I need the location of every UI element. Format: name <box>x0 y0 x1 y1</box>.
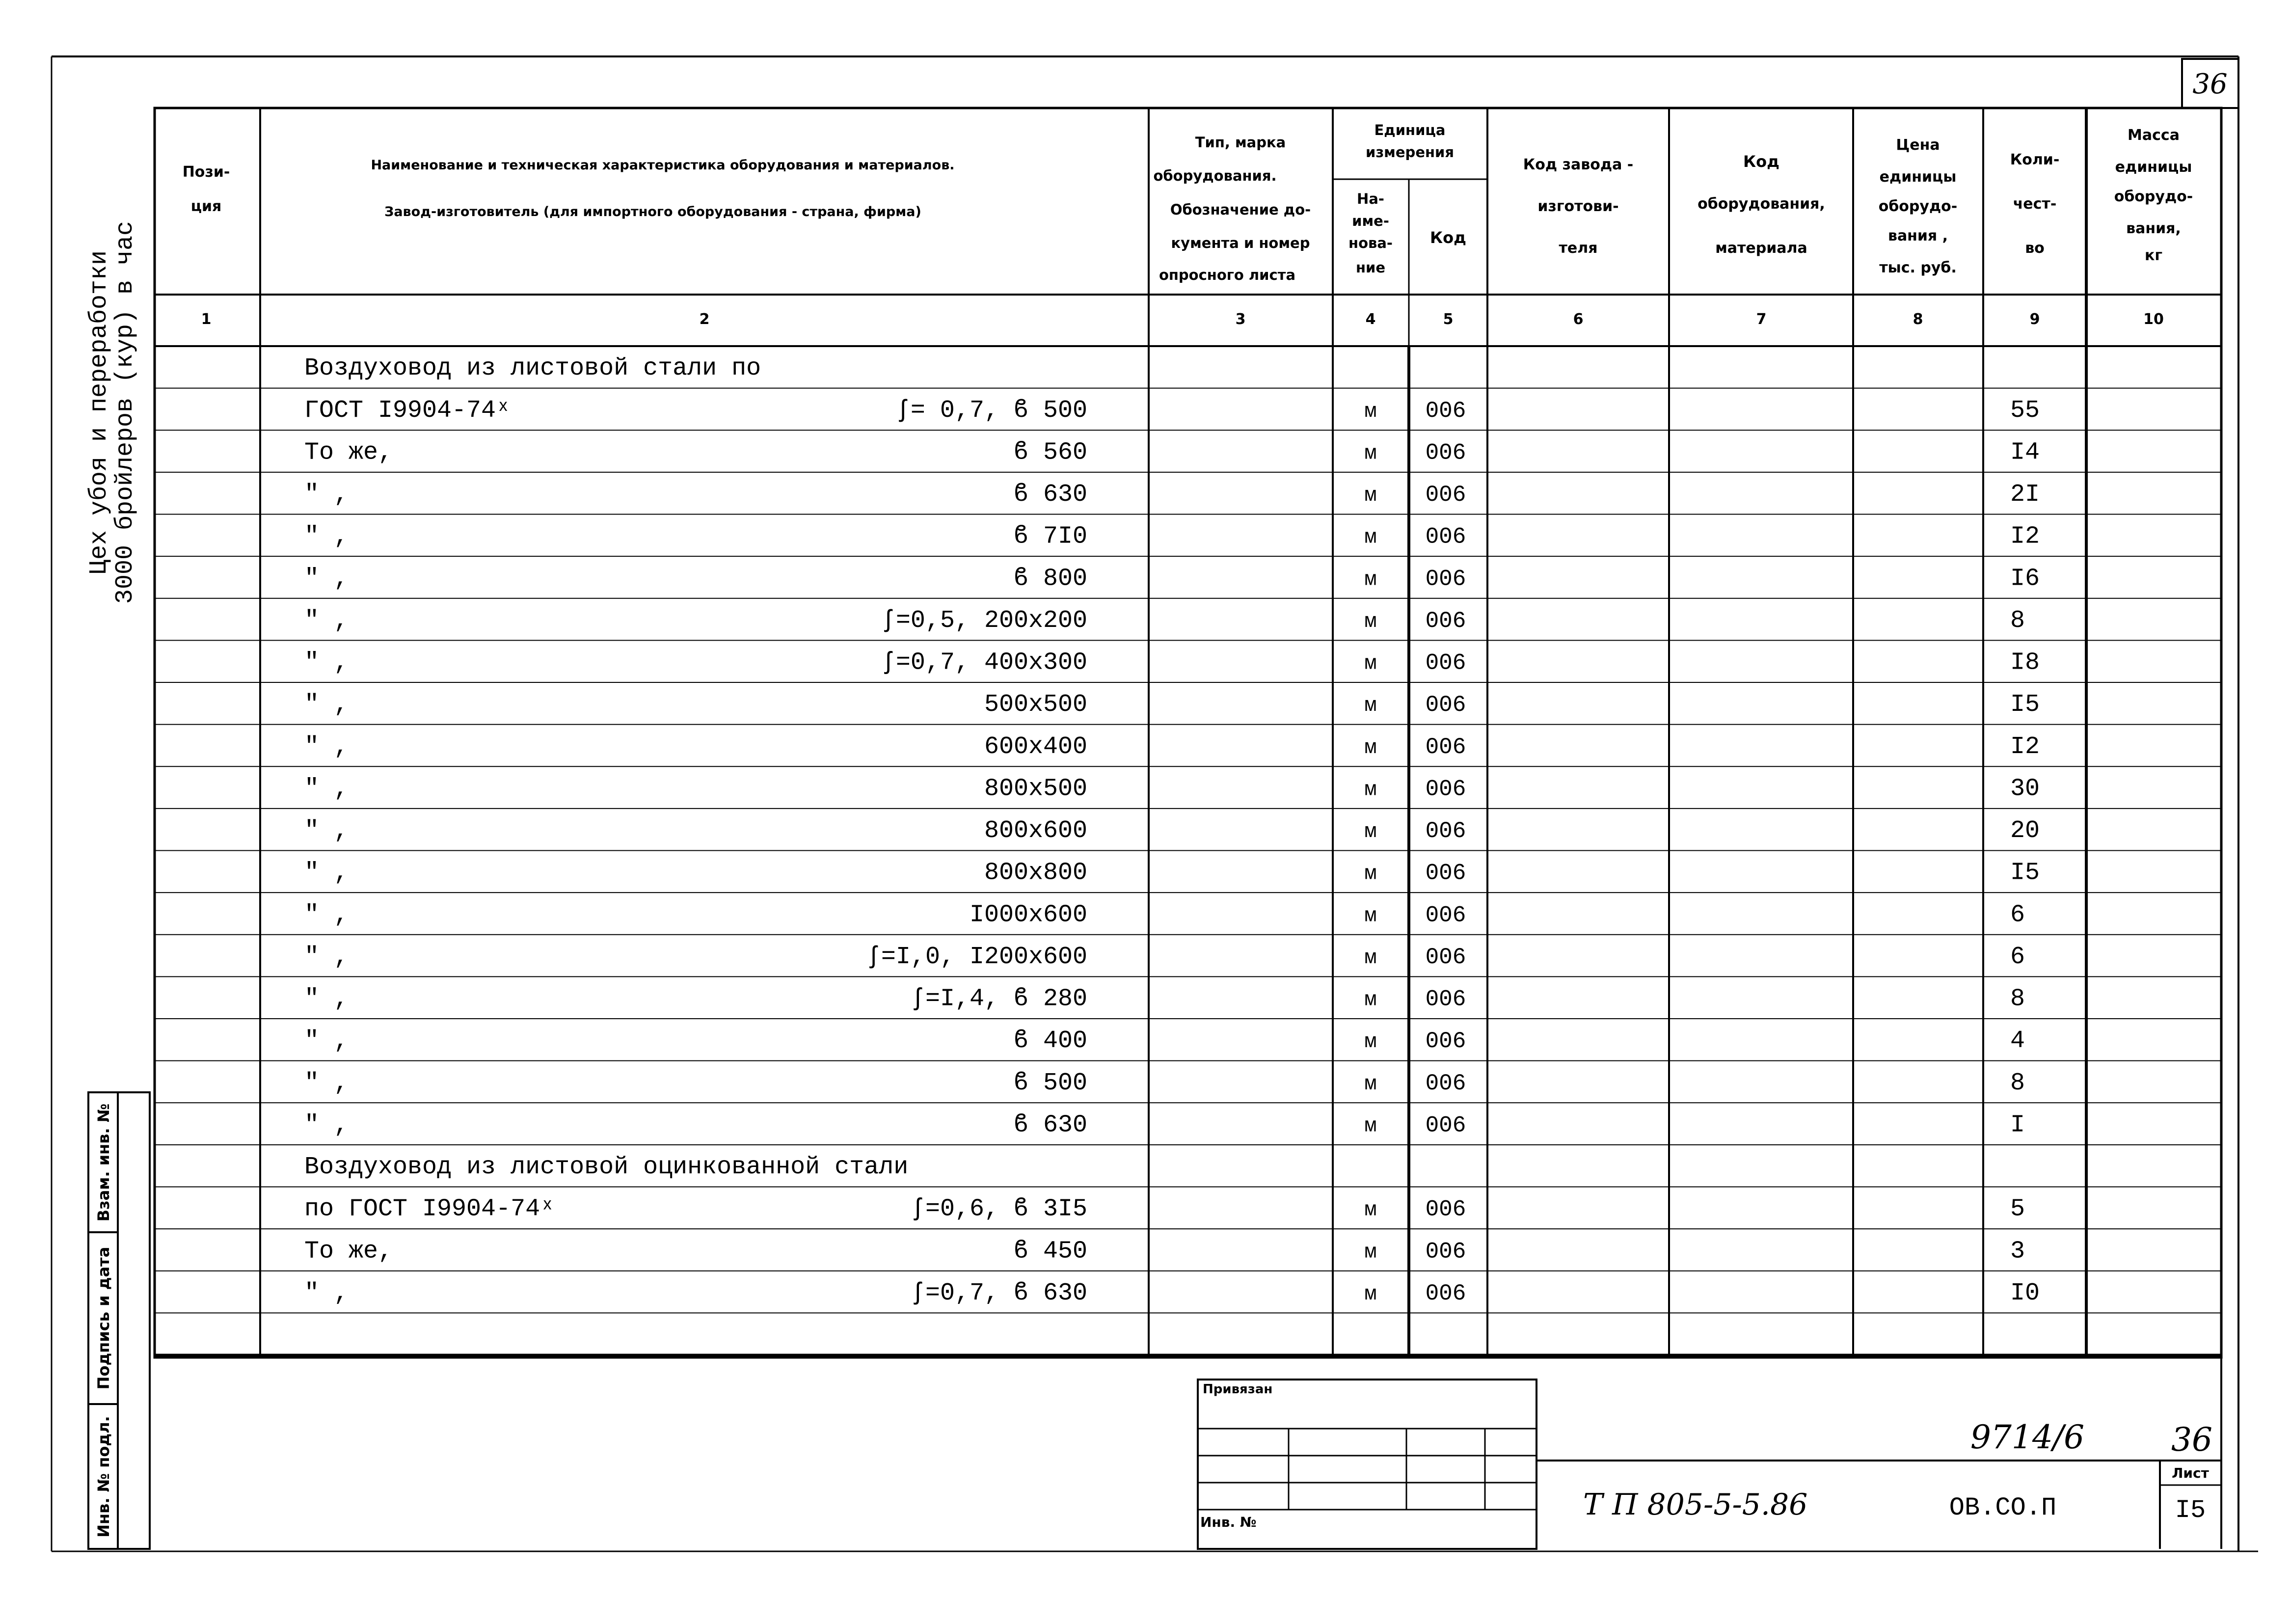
privyazan-label: Привязан <box>1203 1382 1273 1397</box>
row-unit-code: 006 <box>1425 692 1466 718</box>
row-unit-code: 006 <box>1425 1239 1466 1265</box>
row-unit-code: 006 <box>1425 566 1466 592</box>
row-quantity: I0 <box>2010 1279 2040 1307</box>
row-name: " , <box>304 1027 349 1056</box>
row-unit-code: 006 <box>1425 944 1466 970</box>
row-quantity: 55 <box>2010 396 2040 425</box>
unit-group-header-b: измерения <box>1366 144 1454 161</box>
col-num-7: 7 <box>1756 311 1767 328</box>
sheet-number-top: 36 <box>2192 68 2228 100</box>
row-spec: ʃ=0,5, 200x200 <box>881 606 1087 635</box>
row-spec: ʃ=0,6, ϐ 3I5 <box>910 1195 1087 1223</box>
row-unit-code: 006 <box>1425 1070 1466 1096</box>
side-title-line2: 3000 бройлеров (кур) в час <box>111 220 139 604</box>
col9-header-a: Коли- <box>2010 151 2060 168</box>
row-unit-code: 006 <box>1425 1029 1466 1055</box>
col5-header: Код <box>1430 228 1466 247</box>
row-unit: м <box>1364 651 1377 676</box>
row-name: " , <box>304 522 349 551</box>
row-unit: м <box>1364 609 1377 633</box>
unit-group-header-a: Единица <box>1374 122 1446 138</box>
row-unit: м <box>1364 735 1377 759</box>
col10-header-e: кг <box>2144 247 2163 264</box>
row-quantity: I6 <box>2010 565 2040 593</box>
col4-header-d: ние <box>1355 259 1386 276</box>
document-section: ОВ.СО.П <box>1949 1493 2057 1522</box>
row-name: " , <box>304 606 349 635</box>
col8-header-c: оборудо- <box>1878 198 1958 215</box>
row-spec: ϐ 630 <box>1013 481 1087 509</box>
row-unit-code: 006 <box>1425 1280 1466 1306</box>
row-name: " , <box>304 817 349 845</box>
col10-header-d: вания, <box>2126 220 2181 237</box>
row-unit: м <box>1364 568 1377 592</box>
row-name: " , <box>304 1279 349 1307</box>
row-quantity: 3 <box>2010 1237 2025 1266</box>
col9-header-b: чест- <box>2013 195 2057 213</box>
sheet-frame <box>52 56 2258 1551</box>
col9-header-c: во <box>2025 240 2045 257</box>
sheet-number-handwritten: 36 <box>2171 1421 2212 1459</box>
row-unit: м <box>1364 484 1377 508</box>
row-unit-code: 006 <box>1425 986 1466 1012</box>
row-unit: м <box>1364 441 1377 465</box>
row-unit-code: 006 <box>1425 650 1466 676</box>
row-unit-code: 006 <box>1425 734 1466 760</box>
row-unit-code: 006 <box>1425 524 1466 550</box>
col-num-5: 5 <box>1443 311 1454 328</box>
col10-header-a: Масса <box>2128 127 2180 144</box>
col6-header-b: изготови- <box>1537 198 1619 215</box>
row-name: ГОСТ I9904-74ˣ <box>304 396 511 425</box>
row-name: " , <box>304 775 349 803</box>
col-num-1: 1 <box>201 311 212 328</box>
row-unit: м <box>1364 1240 1377 1264</box>
row-unit: м <box>1364 904 1377 928</box>
list-label: Лист <box>2172 1465 2209 1481</box>
row-name: Воздуховод из листовой оцинкованной стали <box>304 1153 909 1182</box>
row-unit: м <box>1364 1030 1377 1054</box>
col2-header-b: Завод-изготовитель (для импортного оборудования - страна, фирма) <box>384 204 921 219</box>
col10-header-c: оборудо- <box>2114 188 2193 205</box>
row-spec: 800x800 <box>984 859 1087 887</box>
table-body <box>155 354 2221 1313</box>
row-quantity: 2I <box>2010 481 2040 509</box>
document-code: Т П 805-5-5.86 <box>1583 1488 1808 1522</box>
row-name: То же, <box>304 1237 393 1266</box>
row-spec: ϐ 400 <box>1013 1027 1087 1056</box>
row-spec: ϐ 630 <box>1013 1111 1087 1139</box>
col10-header-b: единицы <box>2115 159 2192 176</box>
row-quantity: I8 <box>2010 649 2040 677</box>
row-quantity: 5 <box>2010 1195 2025 1223</box>
col4-header-a: На- <box>1357 190 1384 207</box>
row-quantity: 6 <box>2010 901 2025 929</box>
row-spec: I000x600 <box>969 901 1087 929</box>
row-name: по ГОСТ I9904-74ˣ <box>304 1195 555 1223</box>
table-header <box>183 122 2193 283</box>
col1-header-a: Пози- <box>182 163 230 181</box>
row-unit: м <box>1364 525 1377 549</box>
row-name: " , <box>304 901 349 929</box>
col-num-9: 9 <box>2029 311 2040 328</box>
row-spec: 600x400 <box>984 732 1087 761</box>
row-quantity: 4 <box>2010 1027 2025 1056</box>
column-numbers <box>201 311 2164 328</box>
col-num-6: 6 <box>1573 311 1584 328</box>
row-unit: м <box>1364 820 1377 844</box>
row-unit-code: 006 <box>1425 1196 1466 1222</box>
row-quantity: 8 <box>2010 1069 2025 1097</box>
row-name: " , <box>304 691 349 719</box>
col7-header-b: оборудования, <box>1698 195 1825 213</box>
col-num-10: 10 <box>2143 311 2164 328</box>
row-name: " , <box>304 1111 349 1139</box>
row-name: То же, <box>304 438 393 467</box>
row-spec: ʃ=0,7, 400x300 <box>881 649 1087 677</box>
row-quantity: I2 <box>2010 732 2040 761</box>
row-unit: м <box>1364 399 1377 423</box>
side-title-line1: Цех убоя и переработки <box>85 250 113 575</box>
side-title <box>85 221 139 604</box>
row-unit-code: 006 <box>1425 482 1466 508</box>
row-name: " , <box>304 859 349 887</box>
row-spec: ϐ 800 <box>1013 565 1087 593</box>
row-unit-code: 006 <box>1425 1112 1466 1138</box>
col3-header-b: оборудования. <box>1153 167 1277 184</box>
col3-header-e: опросного листа <box>1159 267 1296 283</box>
col1-header-b: ция <box>190 198 222 215</box>
row-unit-code: 006 <box>1425 818 1466 844</box>
row-unit: м <box>1364 694 1377 718</box>
col8-header-a: Цена <box>1896 136 1940 154</box>
row-spec: ϐ 500 <box>1013 1069 1087 1097</box>
row-unit: м <box>1364 1198 1377 1222</box>
row-spec: ϐ 7I0 <box>1013 522 1087 551</box>
list-number: I5 <box>2175 1496 2206 1525</box>
row-unit-code: 006 <box>1425 608 1466 634</box>
stamp-inv-podl: Инв. № подл. <box>94 1416 113 1538</box>
col7-header-a: Код <box>1743 152 1779 171</box>
col7-header-c: материала <box>1715 240 1807 257</box>
row-spec: 800x600 <box>984 817 1087 845</box>
row-unit: м <box>1364 778 1377 802</box>
row-spec: ʃ= 0,7, ϐ 500 <box>895 396 1087 425</box>
row-spec: ʃ=I,4, ϐ 280 <box>910 985 1087 1013</box>
row-unit-code: 006 <box>1425 860 1466 886</box>
row-unit: м <box>1364 988 1377 1012</box>
row-name: Воздуховод из листовой стали по <box>304 354 761 383</box>
row-name: " , <box>304 1069 349 1097</box>
row-unit-code: 006 <box>1425 902 1466 928</box>
col8-header-e: тыс. руб. <box>1879 259 1957 276</box>
col4-header-c: нова- <box>1348 235 1393 251</box>
row-name: " , <box>304 481 349 509</box>
row-name: " , <box>304 985 349 1013</box>
row-unit: м <box>1364 1072 1377 1096</box>
row-unit-code: 006 <box>1425 398 1466 424</box>
row-spec: 800x500 <box>984 775 1087 803</box>
row-unit: м <box>1364 1282 1377 1306</box>
col8-header-d: вания , <box>1887 227 1948 244</box>
row-name: " , <box>304 732 349 761</box>
row-unit-code: 006 <box>1425 776 1466 802</box>
row-quantity: 8 <box>2010 985 2025 1013</box>
order-number: 9714/6 <box>1970 1418 2085 1456</box>
row-quantity: I4 <box>2010 438 2040 467</box>
row-unit: м <box>1364 1114 1377 1138</box>
row-unit-code: 006 <box>1425 440 1466 466</box>
row-quantity: 6 <box>2010 943 2025 971</box>
row-name: " , <box>304 943 349 971</box>
row-quantity: I2 <box>2010 522 2040 551</box>
row-spec: 500x500 <box>984 691 1087 719</box>
row-unit: м <box>1364 862 1377 886</box>
row-spec: ϐ 450 <box>1013 1237 1087 1266</box>
inv-no-label: Инв. № <box>1200 1514 1257 1530</box>
col-num-3: 3 <box>1235 311 1246 328</box>
row-spec: ʃ=0,7, ϐ 630 <box>910 1279 1087 1307</box>
row-quantity: 30 <box>2010 775 2040 803</box>
col2-header-a: Наименование и техническая характеристика оборудования и материалов. <box>371 158 955 173</box>
col-num-8: 8 <box>1913 311 1923 328</box>
row-spec: ʃ=I,0, I200x600 <box>866 943 1087 971</box>
col8-header-b: единицы <box>1879 168 1957 186</box>
col-num-4: 4 <box>1365 311 1376 328</box>
col-num-2: 2 <box>699 311 710 328</box>
col6-header-c: теля <box>1559 240 1598 257</box>
row-quantity: I <box>2010 1111 2025 1139</box>
row-quantity: I5 <box>2010 859 2040 887</box>
row-quantity: I5 <box>2010 691 2040 719</box>
row-spec: ϐ 560 <box>1013 438 1087 467</box>
row-quantity: 20 <box>2010 817 2040 845</box>
row-name: " , <box>304 565 349 593</box>
stamp-vzam-inv: Взам. инв. № <box>94 1103 113 1222</box>
row-unit: м <box>1364 946 1377 970</box>
col4-header-b: име- <box>1352 213 1389 229</box>
col3-header-c: Обозначение до- <box>1170 201 1311 218</box>
row-name: " , <box>304 649 349 677</box>
stamp-signature-date: Подпись и дата <box>94 1246 113 1390</box>
col6-header-a: Код завода - <box>1523 156 1634 173</box>
col3-header-d: кумента и номер <box>1171 235 1310 251</box>
col3-header-a: Тип, марка <box>1195 134 1286 151</box>
row-quantity: 8 <box>2010 606 2025 635</box>
